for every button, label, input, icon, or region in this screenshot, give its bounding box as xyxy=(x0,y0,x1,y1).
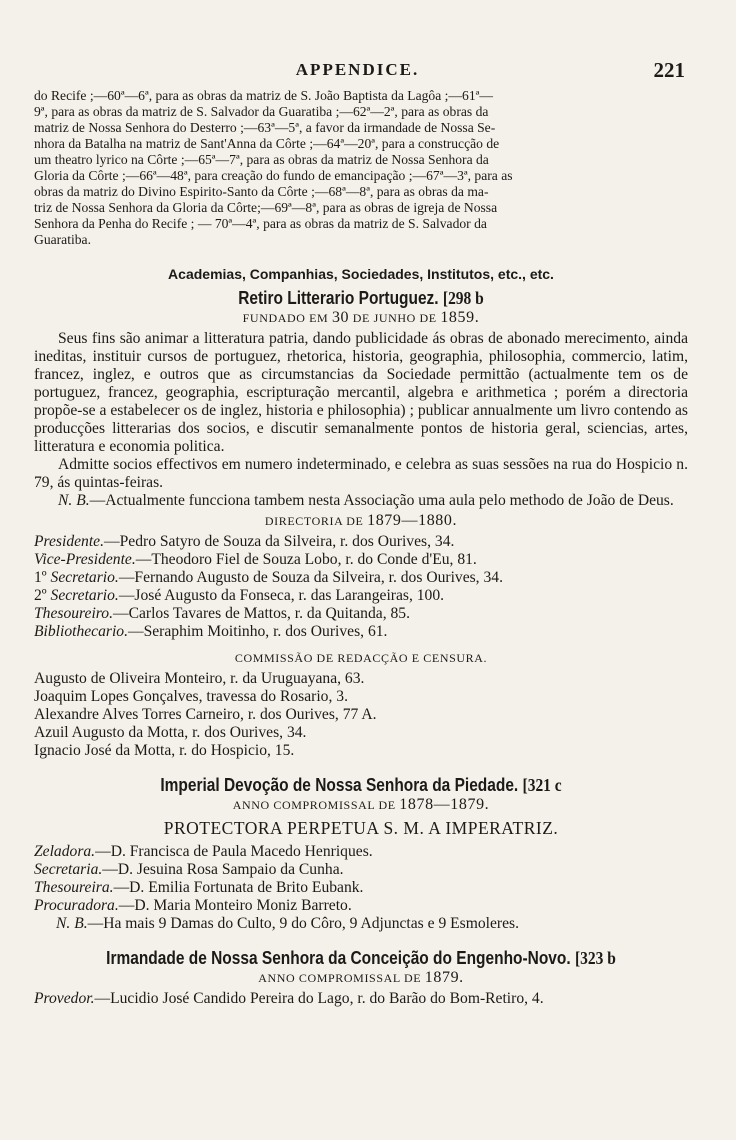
text-line: Gloria da Côrte ;—66ª—48ª, para creação do fundo de emancipação ;—67ª—3ª, para as xyxy=(34,168,513,183)
founded-month: JUNHO xyxy=(373,311,416,325)
reference-code: [298 b xyxy=(442,288,484,308)
anno-heading xyxy=(34,796,688,814)
page-content xyxy=(34,88,688,1008)
nb-label: N. B. xyxy=(58,492,90,509)
purpose-paragraph: Seus fins são animar a litteratura patria, dando publicidade ás obras de abonado merecimento, ainda ineditas, instituir cursos de portuguez, rhetorica, historia, geographia, philosophia, commercio, latim, francez, inglez, e outros que as circumstancias da Sociedade permittão (actualmente tem os de portuguez, francez, geographia, escripturação mercantil, algebra e arithmetica ; porém a directoria propõe-se a estabelecer os de inglez, historia e philosophia) ; publicar annualmente um livro contendo as producções litterarias dos socios, e discutir semanalmente pontos de historia geral, sciencias, artes, litteratura e economia politica. xyxy=(34,330,688,455)
nb-text: —Ha mais 9 Damas do Culto, 9 do Côro, 9 Adjunctas e 9 Esmoleres. xyxy=(87,915,519,932)
officer-text: —Carlos Tavares de Mattos, r. da Quitanda, 85. xyxy=(112,605,410,622)
officer-entry xyxy=(34,551,688,569)
running-header xyxy=(30,58,685,86)
officer-text: —Fernando Augusto de Souza da Silveira, r. dos Ourives, 34. xyxy=(118,569,503,586)
text-line: Senhora da Penha do Recife ; — 70ª—4ª, para as obras da matriz de S. Salvador da xyxy=(34,216,487,231)
officer-role: Zeladora. xyxy=(34,843,96,860)
anno-label: ANNO COMPROMISSAL DE xyxy=(232,798,396,812)
commission-heading: COMMISSÃO DE REDACÇÃO E CENSURA. xyxy=(234,651,488,665)
text-line: matriz de Nossa Senhora do Desterro ;—63ª—5ª, a favor da irmandade de Nossa Se- xyxy=(34,120,496,135)
anno-heading xyxy=(34,969,688,987)
text-line: um theatro lyrico na Côrte ;—65ª—7ª, para as obras da matriz de Nossa Senhora da xyxy=(34,152,489,167)
commission-member: Joaquim Lopes Gonçalves, travessa do Rosario, 3. xyxy=(34,688,348,705)
officer-prefix: 1º xyxy=(34,569,51,586)
institution-title-imperial xyxy=(80,776,642,794)
officer-role: Secretaria. xyxy=(34,861,103,878)
directoria-years: 1879—1880. xyxy=(367,512,458,529)
officer-role: Secretario. xyxy=(50,569,119,586)
nota-bene xyxy=(34,915,688,933)
text-line: Guaratiba. xyxy=(34,232,91,247)
commission-list xyxy=(34,670,688,760)
officer-text: —Theodoro Fiel de Souza Lobo, r. do Conde d'Eu, 81. xyxy=(135,551,477,568)
officer-role: Vice-Presidente. xyxy=(34,551,136,568)
officer-text: —Lucidio José Candido Pereira do Lago, r. do Barão do Bom-Retiro, 4. xyxy=(94,990,544,1007)
commission-member: Alexandre Alves Torres Carneiro, r. dos Ourives, 77 A. xyxy=(34,706,377,723)
institution-title-irmandade xyxy=(80,949,642,967)
officer-entry xyxy=(34,533,688,551)
nb-text: —Actualmente funcciona tambem nesta Associação uma aula pelo methodo de João de Deus. xyxy=(89,492,674,509)
reference-code: [323 b xyxy=(574,948,616,968)
officer-entry xyxy=(34,587,688,605)
founded-de: DE xyxy=(419,311,437,325)
officer-role: Thesoureiro. xyxy=(34,605,113,622)
directoria-label: DIRECTORIA DE xyxy=(264,514,364,528)
section-heading: Academias, Companhias, Sociedades, Institutos, etc., etc. xyxy=(168,266,554,282)
continuation-paragraph xyxy=(34,88,688,248)
officer-text: —José Augusto da Fonseca, r. das Larangeiras, 100. xyxy=(118,587,445,604)
page-number: 221 xyxy=(653,58,685,82)
officer-entry xyxy=(34,623,688,641)
header-title: APPENDICE. xyxy=(295,60,420,79)
officer-text: —D. Maria Monteiro Moniz Barreto. xyxy=(118,897,352,914)
imperial-officer-list xyxy=(34,843,688,933)
officer-prefix: 2º xyxy=(34,587,51,604)
anno-label: ANNO COMPROMISSAL DE xyxy=(258,971,422,985)
institution-name: Imperial Devoção de Nossa Senhora da Piedade. xyxy=(160,775,519,795)
officer-role: Presidente. xyxy=(34,533,105,550)
officer-text: —Pedro Satyro de Souza da Silveira, r. dos Ourives, 34. xyxy=(104,533,455,550)
commission-member: Azuil Augusto da Motta, r. dos Ourives, 34. xyxy=(34,724,307,741)
officer-role: Secretario. xyxy=(50,587,119,604)
officer-list xyxy=(34,533,688,641)
institution-name: Retiro Litterario Portuguez. xyxy=(238,288,439,308)
founded-line xyxy=(34,309,688,327)
officer-entry xyxy=(34,569,688,587)
commission-member: Ignacio José da Motta, r. do Hospicio, 15. xyxy=(34,742,295,759)
officer-text: —D. Emilia Fortunata de Brito Eubank. xyxy=(113,879,364,896)
nb-label: N. B. xyxy=(56,915,88,932)
officer-entry xyxy=(34,843,688,861)
founded-de: DE xyxy=(352,311,370,325)
officer-text: —D. Francisca de Paula Macedo Henriques. xyxy=(95,843,373,860)
founded-day: 30 xyxy=(331,309,350,326)
officer-entry xyxy=(34,861,688,879)
protectora-line: PROTECTORA PERPETUA S. M. A IMPERATRIZ. xyxy=(163,818,559,838)
text-line: obras da matriz do Divino Espirito-Santo da Côrte ;—68ª—8ª, para as obras da ma- xyxy=(34,184,489,199)
nota-bene xyxy=(34,492,688,510)
officer-text: —D. Jesuina Rosa Sampaio da Cunha. xyxy=(102,861,344,878)
directoria-heading xyxy=(34,512,688,530)
officer-role: Thesoureira. xyxy=(34,879,114,896)
text-line: do Recife ;—60ª—6ª, para as obras da matriz de S. João Baptista da Lagôa ;—61ª— xyxy=(34,88,493,103)
officer-role: Bibliothecario. xyxy=(34,623,128,640)
officer-entry xyxy=(34,879,688,897)
officer-role: Provedor. xyxy=(34,990,95,1007)
text-line: triz de Nossa Senhora da Gloria da Côrte;—69ª—8ª, para as obras de igreja de Nossa xyxy=(34,200,498,215)
officer-text: —Seraphim Moitinho, r. dos Ourives, 61. xyxy=(127,623,388,640)
institution-title-retiro xyxy=(80,289,642,307)
officer-entry xyxy=(34,990,688,1008)
anno-years: 1878—1879. xyxy=(399,796,490,813)
officer-entry xyxy=(34,897,688,915)
reference-code: [321 c xyxy=(522,775,562,795)
text-line: 9ª, para as obras da matriz de S. Salvador da Guaratiba ;—62ª—2ª, para as obras da xyxy=(34,104,489,119)
commission-member: Augusto de Oliveira Monteiro, r. da Uruguayana, 63. xyxy=(34,670,365,687)
officer-role: Procuradora. xyxy=(34,897,119,914)
officer-entry xyxy=(34,605,688,623)
founded-prefix: FUNDADO EM xyxy=(242,311,329,325)
membership-paragraph: Admitte socios effectivos em numero indeterminado, e celebra as suas sessões na rua do Hospicio n. 79, ás quintas-feiras. xyxy=(34,456,688,491)
anno-year: 1879. xyxy=(424,969,464,986)
institution-name: Irmandade de Nossa Senhora da Conceição do Engenho-Novo. xyxy=(106,948,571,968)
text-line: nhora da Batalha na matriz de Sant'Anna da Côrte ;—64ª—20ª, para a construcção de xyxy=(34,136,500,151)
founded-year: 1859. xyxy=(440,309,480,326)
